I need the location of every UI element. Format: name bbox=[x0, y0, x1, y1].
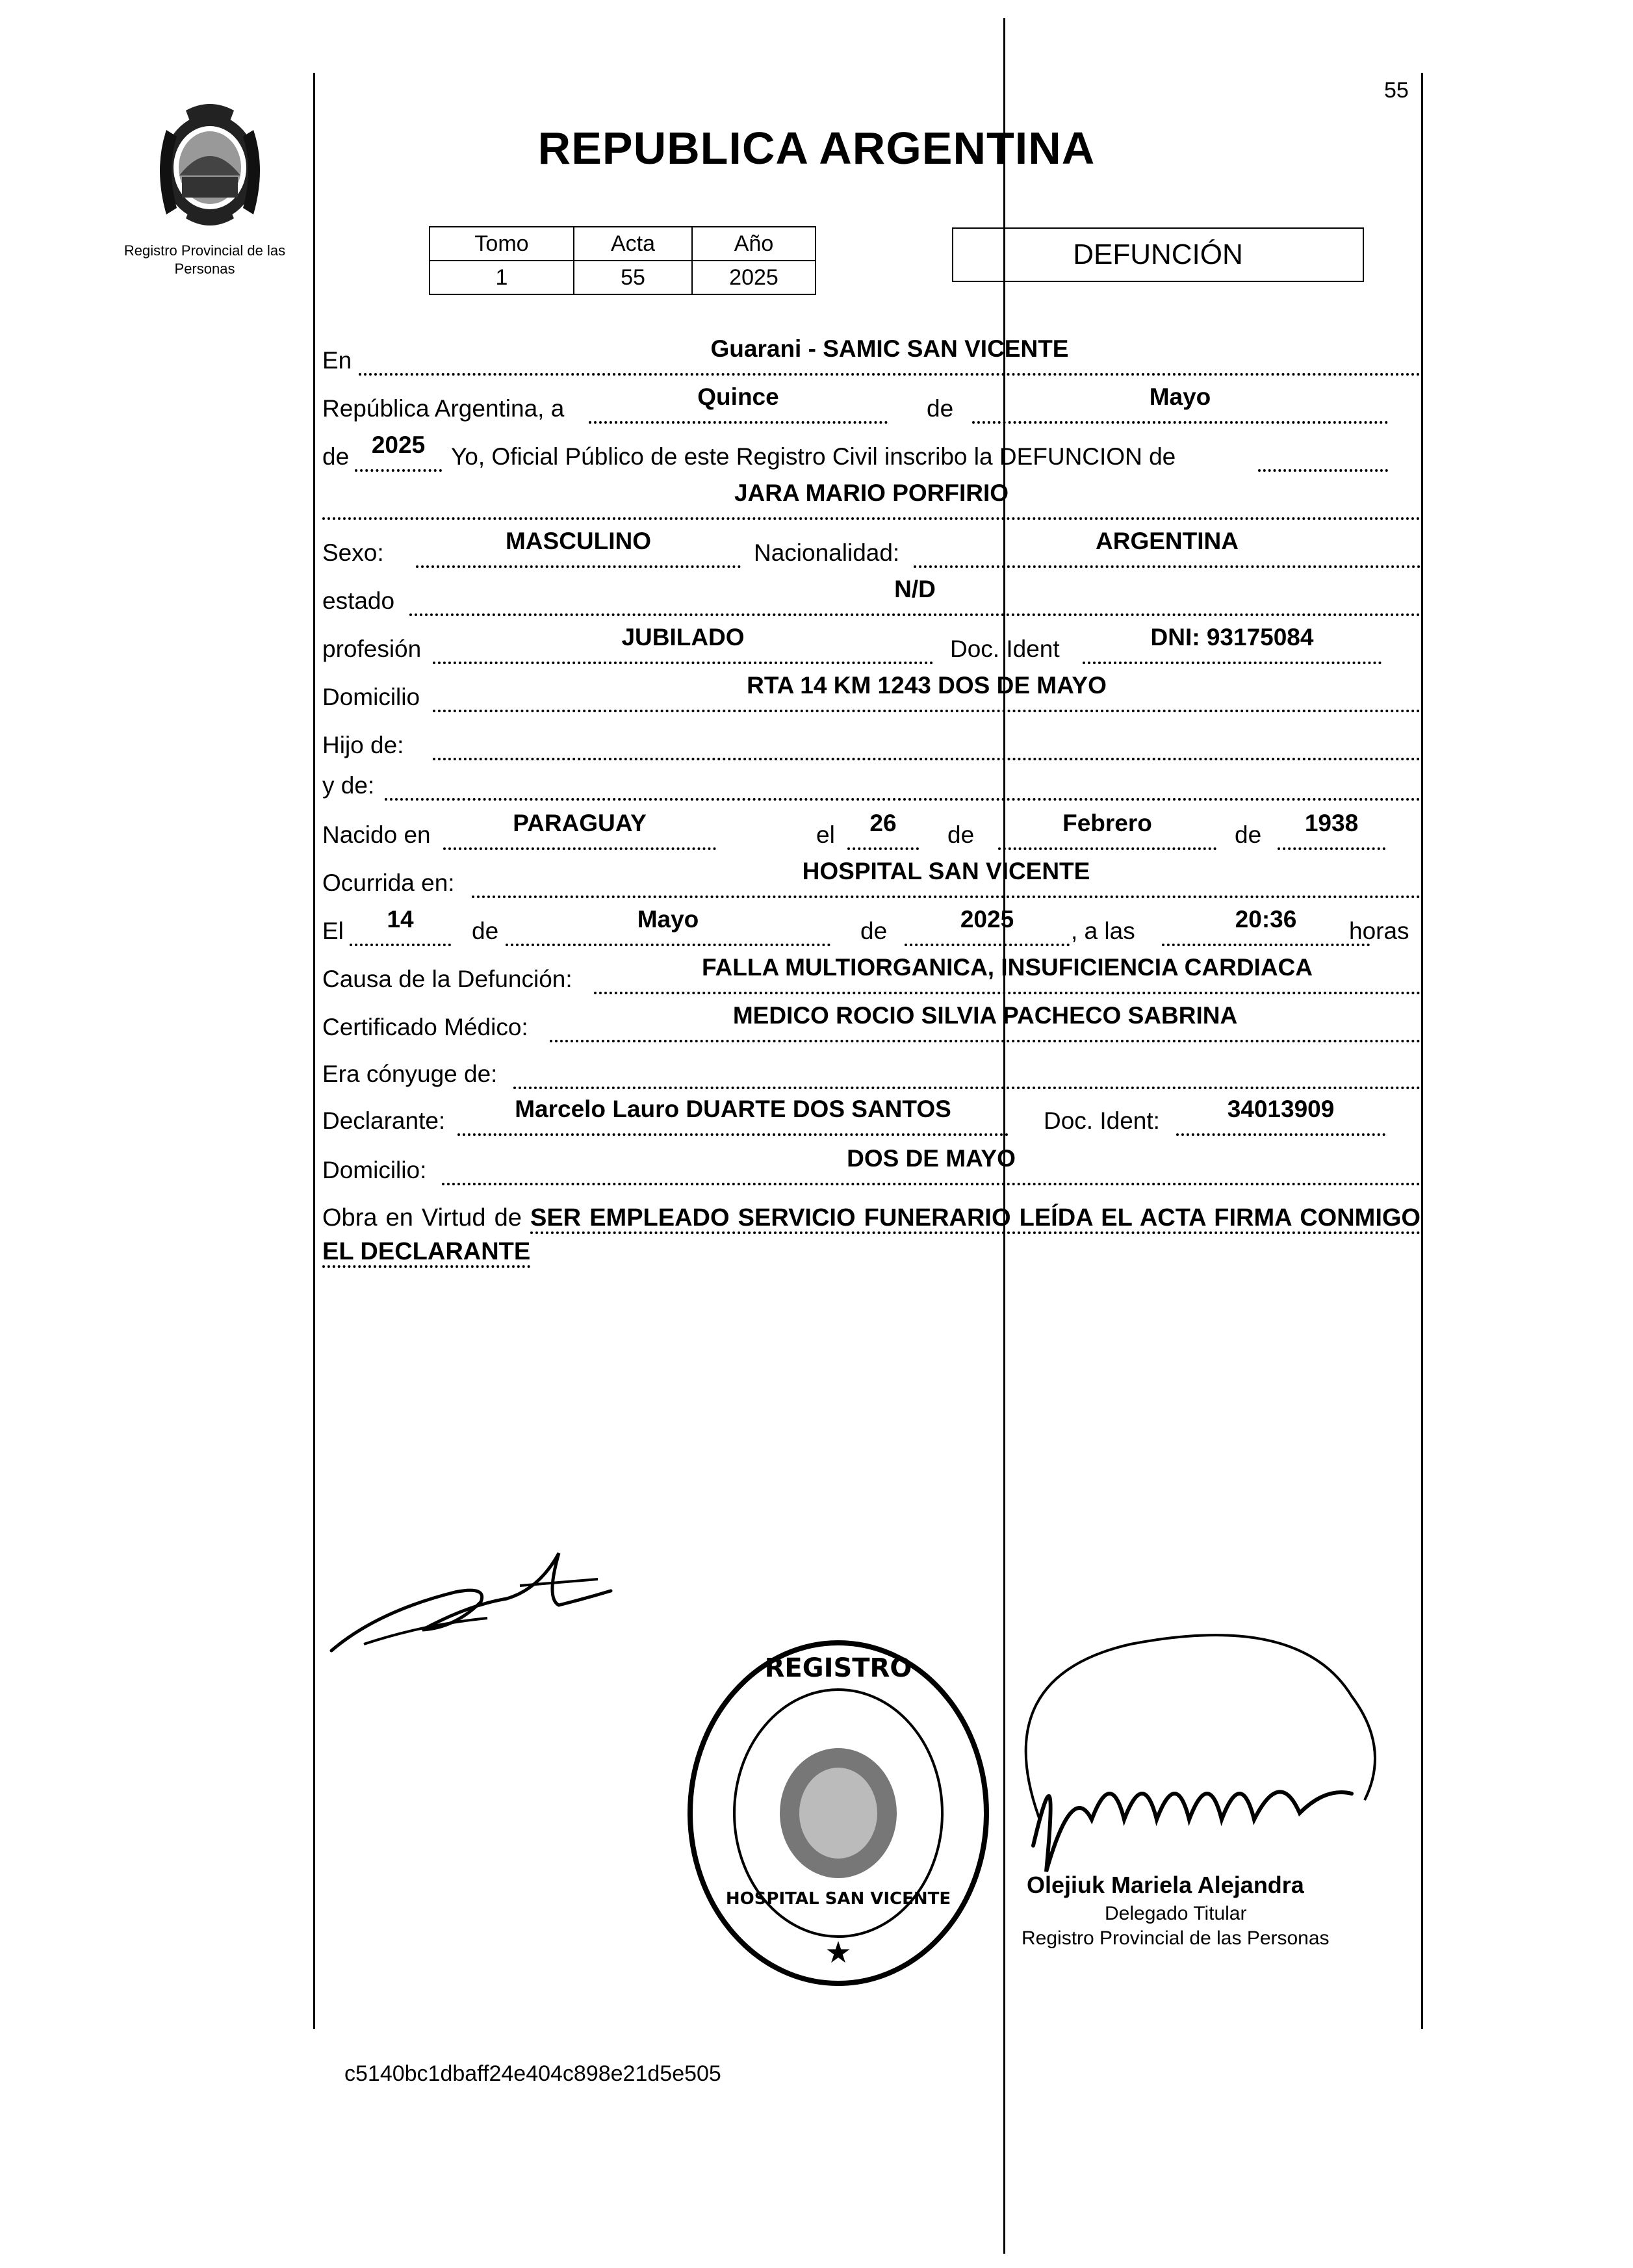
sexo-value: MASCULINO bbox=[505, 528, 652, 554]
row-domicilio bbox=[322, 672, 1421, 719]
def-mes-field bbox=[506, 906, 830, 946]
left-margin-line bbox=[313, 73, 315, 2029]
nombre-value: JARA MARIO PORFIRIO bbox=[734, 480, 1009, 506]
causa-field bbox=[594, 954, 1421, 994]
ocurrida-value: HOSPITAL SAN VICENTE bbox=[802, 858, 1090, 884]
de-label-6: de bbox=[860, 918, 888, 944]
decl-domicilio-field bbox=[442, 1145, 1421, 1185]
mes-value: Mayo bbox=[1149, 383, 1211, 410]
row-fecha-defuncion bbox=[322, 906, 1421, 953]
obra-value: SER EMPLEADO SERVICIO FUNERARIO LEÍDA EL ACTA FIRMA CONMIGO EL DECLARANTE bbox=[322, 1204, 1421, 1268]
doc-ident-label: Doc. Ident bbox=[950, 636, 1060, 662]
nac-mes-value: Febrero bbox=[1062, 810, 1152, 836]
decl-doc-label: Doc. Ident: bbox=[1044, 1107, 1160, 1134]
obra-paragraph bbox=[322, 1201, 1421, 1269]
page-number: 55 bbox=[1384, 78, 1409, 103]
declarante-value: Marcelo Lauro DUARTE DOS SANTOS bbox=[515, 1096, 951, 1122]
de-label-4: de bbox=[1235, 821, 1262, 848]
hora-value: 20:36 bbox=[1235, 906, 1297, 933]
registry-stamp bbox=[676, 1631, 1001, 1995]
declarant-signature bbox=[325, 1514, 624, 1664]
row-y-de bbox=[322, 768, 1421, 807]
nac-anio-field bbox=[1278, 810, 1385, 850]
document-hash: c5140bc1dbaff24e404c898e21d5e505 bbox=[344, 2061, 721, 2086]
row-fecha-acta bbox=[322, 383, 1421, 430]
svg-text:HOSPITAL SAN VICENTE: HOSPITAL SAN VICENTE bbox=[725, 1889, 951, 1909]
estado-value: N/D bbox=[894, 576, 936, 602]
acta-value: 55 bbox=[574, 261, 692, 294]
svg-text:★: ★ bbox=[825, 1935, 852, 1970]
tomo-acta-anio-table bbox=[429, 226, 816, 295]
anio-field bbox=[355, 432, 442, 472]
def-dia-field bbox=[350, 906, 451, 946]
official-name: Olejiuk Mariela Alejandra bbox=[1027, 1872, 1304, 1898]
domicilio-value: RTA 14 KM 1243 DOS DE MAYO bbox=[747, 672, 1107, 699]
row-en bbox=[322, 335, 1421, 382]
tomo-value: 1 bbox=[430, 261, 574, 294]
ocurrida-field bbox=[472, 858, 1421, 898]
y-de-label: y de: bbox=[322, 772, 375, 799]
declarante-field bbox=[457, 1096, 1009, 1136]
en-value: Guarani - SAMIC SAN VICENTE bbox=[710, 335, 1069, 362]
sexo-field bbox=[416, 528, 741, 568]
hijo-de-label: Hijo de: bbox=[322, 732, 404, 758]
document-title: REPUBLICA ARGENTINA bbox=[537, 123, 1096, 174]
nacionalidad-label: Nacionalidad: bbox=[754, 539, 900, 566]
nac-mes-field bbox=[998, 810, 1216, 850]
nacido-field bbox=[443, 810, 716, 850]
acta-header: Acta bbox=[574, 227, 692, 261]
horas-label: horas bbox=[1349, 918, 1409, 944]
republica-label: República Argentina, a bbox=[322, 395, 565, 422]
de-label-5: de bbox=[472, 918, 499, 944]
certificado-value: MEDICO ROCIO SILVIA PACHECO SABRINA bbox=[732, 1002, 1238, 1029]
a-las-label: , a las bbox=[1071, 918, 1135, 944]
domicilio-field bbox=[433, 672, 1421, 712]
row-sexo bbox=[322, 528, 1421, 574]
nacionalidad-field bbox=[914, 528, 1421, 568]
el2-label: El bbox=[322, 918, 344, 944]
causa-label: Causa de la Defunción: bbox=[322, 966, 572, 992]
el-label: el bbox=[816, 821, 835, 848]
def-anio-field bbox=[905, 906, 1070, 946]
doc-ident-value: DNI: 93175084 bbox=[1150, 624, 1314, 651]
nombre-field bbox=[322, 480, 1421, 520]
anio-acta-value: 2025 bbox=[371, 432, 426, 458]
de-label-3: de bbox=[947, 821, 975, 848]
row-inscribe bbox=[322, 432, 1421, 478]
de-label-1: de bbox=[927, 395, 954, 422]
estado-label: estado bbox=[322, 587, 395, 614]
conyuge-field bbox=[513, 1057, 1421, 1089]
nacido-value: PARAGUAY bbox=[513, 810, 647, 836]
nacionalidad-value: ARGENTINA bbox=[1096, 528, 1239, 554]
document-type-box: DEFUNCIÓN bbox=[952, 227, 1364, 282]
obra-label: Obra en Virtud de bbox=[322, 1204, 522, 1231]
nac-dia-value: 26 bbox=[869, 810, 897, 836]
row-causa bbox=[322, 954, 1421, 1001]
sexo-label: Sexo: bbox=[322, 539, 384, 566]
y-de-field bbox=[385, 768, 1421, 801]
nac-anio-value: 1938 bbox=[1304, 810, 1359, 836]
profesion-field bbox=[433, 624, 933, 664]
conyuge-label: Era cónyuge de: bbox=[322, 1061, 498, 1087]
row-decl-domicilio bbox=[322, 1145, 1421, 1192]
row-estado bbox=[322, 576, 1421, 623]
certificado-label: Certificado Médico: bbox=[322, 1014, 528, 1040]
en-field bbox=[359, 335, 1421, 376]
estado-field bbox=[409, 576, 1421, 616]
def-mes-value: Mayo bbox=[637, 906, 699, 933]
profesion-label: profesión bbox=[322, 636, 422, 662]
row-conyuge bbox=[322, 1057, 1421, 1096]
domicilio-label: Domicilio bbox=[322, 684, 420, 710]
row-profesion bbox=[322, 624, 1421, 671]
decl-doc-value: 34013909 bbox=[1227, 1096, 1335, 1122]
hora-field bbox=[1162, 906, 1370, 946]
decl-domicilio-label: Domicilio: bbox=[322, 1157, 427, 1183]
row-nacimiento bbox=[322, 810, 1421, 857]
tomo-header: Tomo bbox=[430, 227, 574, 261]
row-hijo-de bbox=[322, 728, 1421, 767]
official-role: Delegado Titular bbox=[1105, 1903, 1247, 1924]
def-dia-value: 14 bbox=[387, 906, 414, 933]
ocurrida-label: Ocurrida en: bbox=[322, 870, 455, 896]
decl-domicilio-value: DOS DE MAYO bbox=[847, 1145, 1016, 1172]
nac-dia-field bbox=[847, 810, 919, 850]
svg-text:REGISTRO: REGISTRO bbox=[764, 1653, 912, 1683]
en-label: En bbox=[322, 347, 352, 374]
anio-header: Año bbox=[692, 227, 816, 261]
def-anio-value: 2025 bbox=[960, 906, 1014, 933]
row-nombre bbox=[322, 480, 1421, 526]
causa-value: FALLA MULTIORGANICA, INSUFICIENCIA CARDIACA bbox=[701, 954, 1313, 981]
hijo-de-field bbox=[433, 728, 1421, 760]
dia-field bbox=[589, 383, 888, 424]
declarante-label: Declarante: bbox=[322, 1107, 446, 1134]
registry-label: Registro Provincial de las Personas bbox=[123, 242, 286, 277]
inscribe-text: Yo, Oficial Público de este Registro Civil inscribo la DEFUNCION de bbox=[451, 443, 1176, 470]
certificado-field bbox=[550, 1002, 1421, 1042]
doc-ident-field bbox=[1083, 624, 1382, 664]
official-office: Registro Provincial de las Personas bbox=[1022, 1927, 1330, 1949]
mes-field bbox=[972, 383, 1388, 424]
de-label-2: de bbox=[322, 443, 350, 470]
decl-doc-field bbox=[1176, 1096, 1385, 1136]
profesion-value: JUBILADO bbox=[621, 624, 745, 651]
dia-letras: Quince bbox=[697, 383, 779, 410]
row-declarante bbox=[322, 1096, 1421, 1142]
row-certificado bbox=[322, 1002, 1421, 1049]
row-ocurrida bbox=[322, 858, 1421, 905]
inscribe-blank bbox=[1258, 439, 1388, 472]
anio-value: 2025 bbox=[692, 261, 816, 294]
nacido-label: Nacido en bbox=[322, 821, 431, 848]
